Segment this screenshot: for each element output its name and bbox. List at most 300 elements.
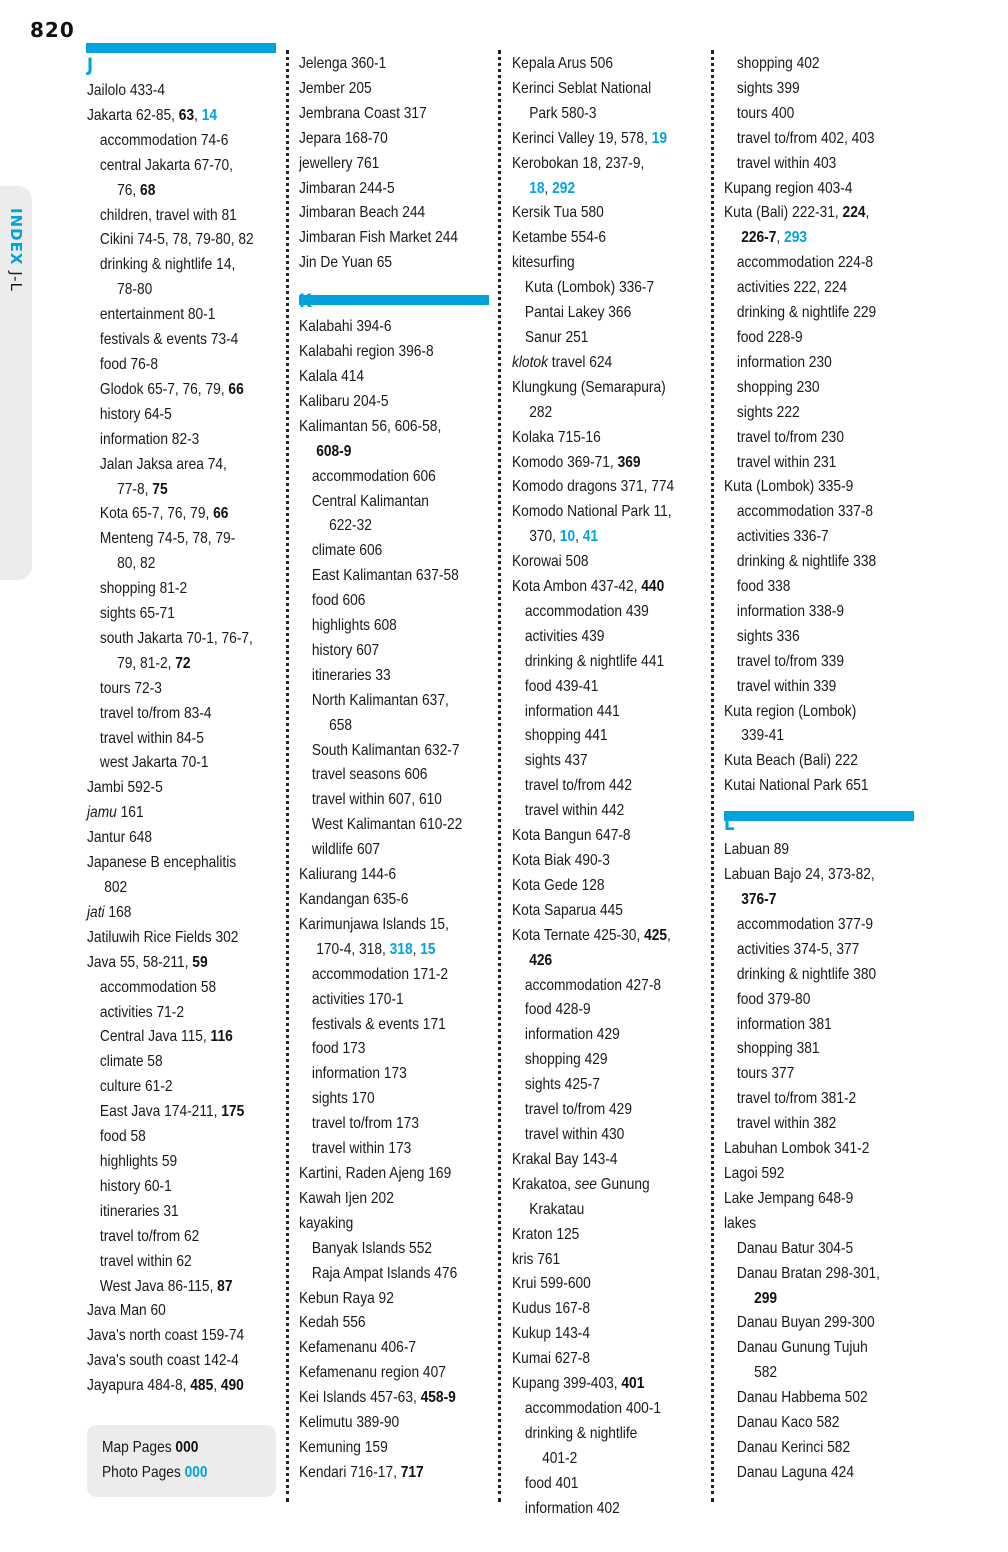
index-entry <box>87 328 287 353</box>
index-entry <box>724 401 924 426</box>
entry-text: accommodation 224-8 <box>736 254 874 272</box>
entry-text: , <box>412 940 421 958</box>
index-entry <box>512 1223 712 1248</box>
index-entry <box>512 1422 712 1447</box>
index-entry <box>512 1372 712 1397</box>
index-entry <box>87 403 287 428</box>
index-entry <box>512 575 712 600</box>
entry-text: 78-80 <box>117 281 153 299</box>
entry-text: Raja Ampat Islands 476 <box>311 1264 458 1282</box>
index-entry <box>512 1248 712 1273</box>
entry-text: climate 58 <box>99 1053 163 1071</box>
map-page-ref: 376-7 <box>741 891 777 908</box>
index-entry <box>87 926 287 951</box>
index-entry <box>299 440 499 465</box>
entry-text: Kuta (Lombok) 335-9 <box>724 478 854 496</box>
entry-text: Java Man 60 <box>87 1302 166 1320</box>
entry-text: sights 437 <box>524 752 588 770</box>
entry-text: drinking & nightlife 338 <box>736 553 877 571</box>
index-entry <box>724 1237 924 1262</box>
index-entry <box>724 1386 924 1411</box>
index-entry <box>512 774 712 799</box>
index-entry <box>87 1025 287 1050</box>
index-entry <box>87 104 287 129</box>
index-entry <box>299 813 499 838</box>
index-entry <box>724 201 924 226</box>
index-entry <box>299 1187 499 1212</box>
index-entry <box>299 639 499 664</box>
map-page-ref: 425 <box>644 926 668 944</box>
entry-text: travel within 339 <box>736 677 837 695</box>
map-page-ref: 224 <box>842 204 866 222</box>
index-entry <box>512 1347 712 1372</box>
index-entry <box>512 675 712 700</box>
entry-text: , <box>667 926 671 944</box>
entry-text: Jambi 592-5 <box>87 779 163 797</box>
entry-text: klotok <box>512 353 548 371</box>
index-entry <box>512 351 712 376</box>
entry-text: information 402 <box>524 1499 620 1517</box>
index-entry <box>299 77 499 102</box>
index-entry <box>299 763 499 788</box>
entry-text: travel within 62 <box>99 1252 192 1270</box>
index-entry <box>299 1037 499 1062</box>
index-entry <box>299 1137 499 1162</box>
index-entry <box>299 127 499 152</box>
index-entry <box>299 689 499 714</box>
index-entry <box>724 376 924 401</box>
index-entry <box>724 77 924 102</box>
entry-text: food 401 <box>524 1474 579 1492</box>
index-entry <box>512 1123 712 1148</box>
entry-text: Menteng 74-5, 78, 79- <box>99 530 236 548</box>
index-entry <box>87 303 287 328</box>
entry-text: kayaking <box>299 1214 354 1232</box>
index-entry <box>87 1150 287 1175</box>
index-entry <box>87 602 287 627</box>
entry-text: drinking & nightlife 229 <box>736 304 877 322</box>
index-entry <box>299 714 499 739</box>
entry-text: Pantai Lakey 366 <box>524 304 632 322</box>
entry-text: Danau Buyan 299-300 <box>736 1314 875 1332</box>
index-entry <box>87 228 287 253</box>
entry-text: Krakatau <box>529 1200 585 1218</box>
index-entry <box>512 1397 712 1422</box>
index-entry <box>724 700 924 725</box>
index-entry <box>87 552 287 577</box>
entry-text: information 230 <box>736 353 832 371</box>
map-page-ref: 717 <box>400 1463 424 1481</box>
map-page-ref: 75 <box>152 480 168 498</box>
entry-text: tours 72-3 <box>99 679 162 697</box>
entry-text: Kota 65-7, 76, 79, <box>99 505 214 523</box>
photo-page-ref: 10 <box>559 528 576 546</box>
index-entry <box>299 963 499 988</box>
index-entry <box>87 453 287 478</box>
entry-text: drinking & nightlife 441 <box>524 652 665 670</box>
entry-text: Danau Kaco 582 <box>736 1414 840 1432</box>
entry-text: Kalibaru 204-5 <box>299 392 389 410</box>
index-entry <box>512 974 712 999</box>
entry-text: 168 <box>104 903 132 921</box>
photo-page-ref: 19 <box>651 129 668 147</box>
index-entry <box>512 1472 712 1497</box>
index-entry <box>724 988 924 1013</box>
entry-text: itineraries 33 <box>311 666 391 684</box>
index-entry <box>299 1287 499 1312</box>
index-entry <box>724 1013 924 1038</box>
entry-text: Jin De Yuan 65 <box>299 254 393 272</box>
index-entry <box>724 1087 924 1112</box>
index-entry <box>87 1275 287 1300</box>
entry-text: , <box>776 229 785 247</box>
index-entry <box>724 863 924 888</box>
map-page-ref: 175 <box>221 1103 245 1121</box>
map-page-ref: 66 <box>213 505 229 523</box>
index-entry <box>299 1237 499 1262</box>
entry-text: Kuta region (Lombok) <box>724 702 857 720</box>
entry-text: activities 170-1 <box>311 990 404 1008</box>
map-page-ref: 458-9 <box>420 1389 456 1407</box>
entry-text: Labuhan Lombok 341-2 <box>724 1140 870 1158</box>
entry-text: food 606 <box>311 592 366 610</box>
index-entry <box>512 600 712 625</box>
index-entry <box>299 390 499 415</box>
entry-text: food 228-9 <box>736 328 803 346</box>
index-entry <box>512 1497 712 1522</box>
entry-text: 802 <box>104 879 128 896</box>
index-entry <box>512 949 712 974</box>
index-entry <box>299 251 499 276</box>
index-entry <box>724 1212 924 1237</box>
index-entry <box>512 1023 712 1048</box>
entry-text: history 60-1 <box>99 1177 172 1195</box>
entry-text: , <box>544 179 553 197</box>
entry-text: travel seasons 606 <box>311 766 428 784</box>
index-entry <box>87 378 287 403</box>
index-entry <box>512 451 712 476</box>
entry-text: accommodation 439 <box>524 602 649 620</box>
index-entry <box>512 724 712 749</box>
index-entry <box>512 251 712 276</box>
index-entry <box>87 204 287 229</box>
map-page-ref: 68 <box>140 181 156 199</box>
index-entry <box>724 351 924 376</box>
entry-text: activities 374-5, 377 <box>736 940 860 958</box>
index-entry <box>512 1198 712 1223</box>
index-entry <box>724 550 924 575</box>
entry-text: Jelenga 360-1 <box>299 55 387 72</box>
index-entry <box>87 79 287 104</box>
entry-text: lakes <box>724 1214 757 1232</box>
index-entry <box>512 799 712 824</box>
entry-text: accommodation 400-1 <box>524 1399 662 1417</box>
map-page-ref: 485 <box>190 1377 214 1395</box>
index-entry <box>512 201 712 226</box>
entry-text: Kota Ambon 437-42, <box>512 578 642 596</box>
index-entry <box>724 127 924 152</box>
entry-text: food 379-80 <box>736 990 811 1008</box>
index-entry <box>299 201 499 226</box>
entry-text: entertainment 80-1 <box>99 306 216 324</box>
entry-text: food 173 <box>311 1040 366 1058</box>
entry-text: travel within 430 <box>524 1125 625 1143</box>
map-page-ref: 426 <box>529 951 553 969</box>
entry-text: Banyak Islands 552 <box>311 1239 433 1257</box>
side-tab-label <box>2 208 30 292</box>
entry-text: South Kalimantan 632-7 <box>311 741 460 759</box>
entry-text: Park 580-3 <box>529 104 597 122</box>
entry-text: Kepala Arus 506 <box>512 55 613 72</box>
entry-text: Kudus 167-8 <box>512 1300 591 1318</box>
entry-text: west Jakarta 70-1 <box>99 754 209 772</box>
index-entry <box>299 1386 499 1411</box>
entry-text: Jatiluwih Rice Fields 302 <box>87 928 239 946</box>
index-entry <box>87 1200 287 1225</box>
entry-text: food 76-8 <box>99 355 159 373</box>
index-entry <box>724 575 924 600</box>
entry-text: 161 <box>116 804 144 822</box>
entry-text: travel to/from 230 <box>736 428 844 446</box>
entry-text: Jimbaran 244-5 <box>299 179 395 197</box>
entry-text: Kei Islands 457-63, <box>299 1389 421 1407</box>
entry-text: food 428-9 <box>524 1001 591 1019</box>
index-entry <box>299 988 499 1013</box>
photo-page-ref: 292 <box>552 179 576 197</box>
entry-text: Java's south coast 142-4 <box>87 1352 239 1370</box>
map-page-ref: 440 <box>641 578 665 596</box>
entry-text: travel within 403 <box>736 154 837 172</box>
entry-text: Klungkung (Semarapura) <box>512 378 666 396</box>
entry-text: drinking & nightlife 380 <box>736 965 877 983</box>
entry-text: Java's north coast 159-74 <box>87 1327 245 1345</box>
index-entry <box>512 177 712 202</box>
entry-text: , <box>865 204 870 222</box>
map-page-ref: 87 <box>217 1277 233 1295</box>
entry-text: Kumai 627-8 <box>512 1350 591 1368</box>
map-page-ref: 66 <box>228 380 244 398</box>
index-entry <box>724 276 924 301</box>
legend-photo-label: Photo Pages <box>102 1464 181 1481</box>
entry-text: Krakal Bay 143-4 <box>512 1150 618 1168</box>
entry-text: Krakatoa, <box>512 1175 575 1193</box>
entry-text: Kota Ternate 425-30, <box>512 926 645 944</box>
index-entry <box>299 1262 499 1287</box>
map-page-ref: 369 <box>617 453 641 471</box>
index-entry <box>299 490 499 515</box>
entry-text: Kersik Tua 580 <box>512 204 604 222</box>
entry-text: shopping 81-2 <box>99 580 188 598</box>
entry-text: shopping 441 <box>524 727 608 745</box>
entry-text: Komodo National Park 11, <box>512 503 672 521</box>
entry-text: festivals & events 171 <box>311 1015 446 1033</box>
entry-text: Kerinci Seblat National <box>512 79 652 97</box>
index-entry <box>512 824 712 849</box>
index-entry <box>299 1112 499 1137</box>
entry-text: information 338-9 <box>736 602 844 620</box>
entry-text: accommodation 74-6 <box>99 131 229 149</box>
photo-page-ref: 15 <box>420 940 436 958</box>
index-entry <box>512 849 712 874</box>
entry-text: Karimunjawa Islands 15, <box>299 915 449 933</box>
section-letter: L <box>724 813 735 836</box>
entry-text: Kandangan 635-6 <box>299 891 409 908</box>
entry-text: Danau Batur 304-5 <box>736 1239 854 1257</box>
index-entry <box>299 340 499 365</box>
entry-text: information 173 <box>311 1065 407 1083</box>
entry-text: Lagoi 592 <box>724 1164 785 1182</box>
index-entry <box>724 749 924 774</box>
index-entry <box>87 353 287 378</box>
index-entry <box>87 1125 287 1150</box>
index-entry <box>724 1311 924 1336</box>
entry-text: activities 71-2 <box>99 1003 185 1021</box>
index-entry <box>87 1250 287 1275</box>
entry-text: accommodation 377-9 <box>736 915 874 933</box>
index-entry <box>512 1098 712 1123</box>
entry-text: 582 <box>754 1364 778 1382</box>
index-entry <box>724 1336 924 1361</box>
section-gap <box>724 799 924 811</box>
index-entry <box>299 888 499 913</box>
side-tab-word: INDEX <box>7 208 25 266</box>
index-entry <box>724 326 924 351</box>
entry-text: accommodation 58 <box>99 978 217 996</box>
index-entry <box>512 127 712 152</box>
index-entry <box>299 863 499 888</box>
index-entry <box>724 177 924 202</box>
index-entry <box>724 1411 924 1436</box>
entry-text: activities 439 <box>524 627 605 645</box>
photo-page-ref: 14 <box>201 106 218 124</box>
entry-text: tours 377 <box>736 1065 795 1083</box>
index-entry <box>512 401 712 426</box>
index-entry <box>724 1112 924 1137</box>
map-page-ref: 63 <box>178 106 195 124</box>
map-page-ref: 490 <box>220 1377 244 1395</box>
photo-page-ref: 318 <box>389 940 413 958</box>
index-entry <box>87 1100 287 1125</box>
map-page-ref: 116 <box>210 1028 233 1046</box>
index-entry <box>724 938 924 963</box>
entry-text: activities 336-7 <box>736 528 829 546</box>
index-entry <box>299 788 499 813</box>
entry-text: 170-4, 318, <box>316 940 390 958</box>
entry-text: Java 55, 58-211, <box>87 953 193 971</box>
entry-text: information 429 <box>524 1026 620 1044</box>
index-entry <box>299 52 499 77</box>
entry-text: travel to/from 62 <box>99 1227 200 1245</box>
index-entry <box>512 874 712 899</box>
index-entry <box>299 739 499 764</box>
entry-text: Kraton 125 <box>512 1225 580 1243</box>
index-entry <box>724 426 924 451</box>
photo-page-ref: 293 <box>784 229 808 247</box>
section-gap <box>299 276 499 288</box>
index-entry <box>724 1137 924 1162</box>
entry-text: information 381 <box>736 1015 832 1033</box>
index-entry <box>87 1001 287 1026</box>
index-entry <box>512 77 712 102</box>
index-entry <box>724 226 924 251</box>
entry-text: Gunung <box>596 1175 650 1193</box>
entry-text: Korowai 508 <box>512 553 589 571</box>
index-entry <box>512 152 712 177</box>
entry-text: 401-2 <box>542 1449 578 1467</box>
photo-page-ref: 18 <box>529 179 545 197</box>
index-entry <box>724 500 924 525</box>
entry-text: Kaliurang 144-6 <box>299 866 397 884</box>
map-page-ref: 59 <box>192 953 208 971</box>
entry-text: sights 399 <box>736 79 800 97</box>
index-entry <box>299 1436 499 1461</box>
entry-text: drinking & nightlife 14, <box>99 256 236 274</box>
index-entry <box>87 751 287 776</box>
entry-text: central Jakarta 67-70, <box>99 156 233 174</box>
entry-text: culture 61-2 <box>99 1078 173 1096</box>
entry-text: Kolaka 715-16 <box>512 428 601 446</box>
entry-text: Lake Jempang 648-9 <box>724 1189 854 1207</box>
entry-text: Ketambe 554-6 <box>512 229 607 247</box>
entry-text: travel to/from 173 <box>311 1115 419 1133</box>
entry-text: Central Kalimantan <box>311 492 429 510</box>
entry-text: Kuta (Lombok) 336-7 <box>524 279 655 297</box>
index-entry <box>87 1324 287 1349</box>
index-entry <box>299 177 499 202</box>
entry-text: Kutai National Park 651 <box>724 777 869 795</box>
index-entry <box>299 1311 499 1336</box>
index-entry <box>724 1287 924 1312</box>
entry-text: sights 425-7 <box>524 1076 600 1094</box>
index-entry <box>87 901 287 926</box>
index-entry <box>512 426 712 451</box>
entry-text: 339-41 <box>741 727 785 745</box>
index-entry <box>512 1173 712 1198</box>
entry-text: Jember 205 <box>299 79 372 97</box>
entry-text: Kota Bangun 647-8 <box>512 827 631 845</box>
index-column-2 <box>299 52 499 1486</box>
index-entry <box>512 1073 712 1098</box>
index-entry <box>512 1048 712 1073</box>
entry-text: travel within 442 <box>524 802 625 820</box>
entry-text: Danau Kerinci 582 <box>736 1438 851 1456</box>
index-entry <box>724 1062 924 1087</box>
entry-text: 622-32 <box>329 517 372 535</box>
index-entry <box>724 838 924 863</box>
index-entry <box>724 600 924 625</box>
index-entry <box>724 1436 924 1461</box>
index-entry <box>512 550 712 575</box>
index-entry <box>724 152 924 177</box>
entry-text: jamu <box>87 804 117 822</box>
entry-text: accommodation 427-8 <box>524 976 662 994</box>
entry-text: , <box>213 1377 221 1395</box>
index-entry <box>724 1037 924 1062</box>
index-entry <box>299 465 499 490</box>
entry-text: Kedah 556 <box>299 1314 366 1332</box>
entry-text: Kawah Ijen 202 <box>299 1189 394 1207</box>
index-entry <box>299 1461 499 1486</box>
entry-text: jewellery 761 <box>299 154 380 172</box>
entry-text: travel to/from 442 <box>524 777 632 795</box>
entry-text: Kupang 399-403, <box>512 1375 622 1393</box>
index-entry <box>299 664 499 689</box>
entry-text: accommodation 337-8 <box>736 503 874 521</box>
entry-text: activities 222, 224 <box>736 279 848 297</box>
index-entry <box>512 276 712 301</box>
index-column-3 <box>512 52 712 1521</box>
index-entry <box>299 938 499 963</box>
